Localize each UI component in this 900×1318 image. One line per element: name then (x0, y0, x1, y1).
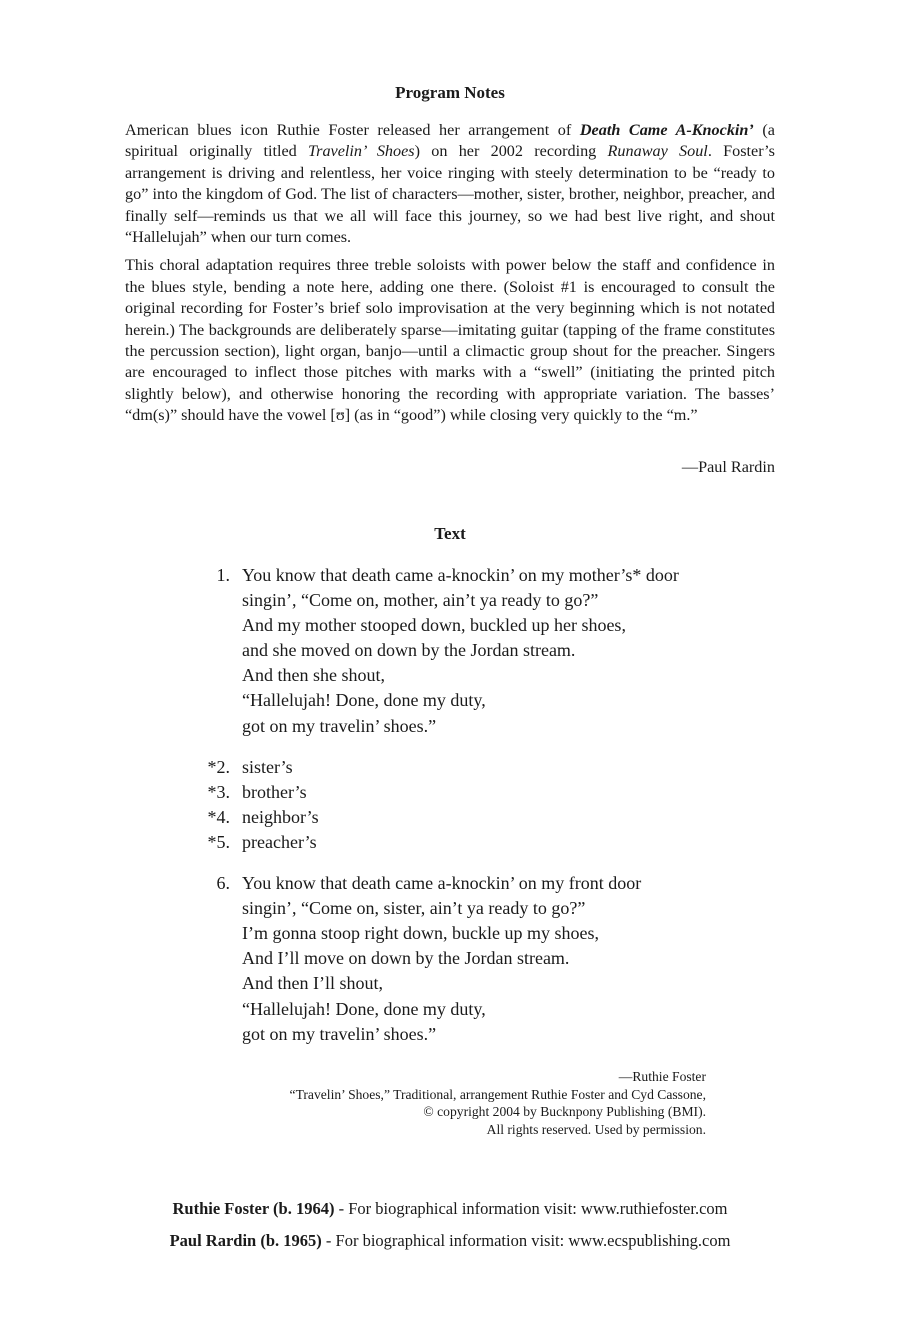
p1-text-2: (a spiritual originally titled (125, 121, 775, 161)
lyric-line: got on my travelin’ shoes.” (242, 1023, 437, 1044)
substitution-word: preacher’s (242, 831, 317, 852)
original-title: Travelin’ Shoes (308, 142, 415, 161)
verse-number: 1. (216, 565, 230, 585)
lyric-line: and she moved on down by the Jordan stream. (242, 640, 576, 661)
lyric-line: singin’, “Come on, sister, ain’t ya ready to go?” (242, 898, 586, 919)
lyric-line: “Hallelujah! Done, done my duty, (242, 690, 486, 711)
verse-1 (190, 563, 750, 739)
song-title: Death Came A-Knockin’ (579, 121, 754, 139)
substitution-word: sister’s (242, 756, 293, 777)
substitution-4 (190, 805, 750, 830)
verse-number: *5. (207, 831, 230, 852)
credit-arrangement: “Travelin’ Shoes,” Traditional, arrangement Ruthie Foster and Cyd Cassone, (289, 1086, 706, 1102)
lyric-line: And then she shout, (242, 665, 385, 686)
credit-rights: All rights reserved. Used by permission. (486, 1121, 706, 1137)
album-title: Runaway Soul (607, 142, 708, 161)
p1-text-4: . Foster’s arrangement is driving and relentless, her voice ringing with steely determination to be “ready to go” into the kingdom of God. The list of characters—mother, sister, brother, neighbor, preacher, and finally self—reminds us that we all will face this journey, so we had best live right, and shout “Hallelujah” when our turn comes. (125, 142, 775, 247)
lyric-line: And I’ll move on down by the Jordan stream. (242, 948, 570, 969)
substitution-2 (190, 755, 750, 780)
lyric-line: You know that death came a-knockin’ on my front door (242, 873, 642, 894)
verse-number: *3. (207, 781, 230, 802)
p1-text-3: ) on her 2002 recording (414, 142, 608, 161)
substitution-5 (190, 830, 750, 855)
bio-ruthie-foster (0, 1199, 900, 1219)
lyric-line: got on my travelin’ shoes.” (242, 715, 437, 736)
copyright-credits (206, 1068, 706, 1138)
credit-author: —Ruthie Foster (618, 1069, 706, 1084)
bio-name: Paul Rardin (b. 1965) (169, 1231, 322, 1250)
lyric-line: I’m gonna stoop right down, buckle up my shoes, (242, 923, 599, 944)
bio-info: - For biographical information visit: www.ecspublishing.com (321, 1231, 731, 1250)
verse-lines (242, 871, 750, 1047)
verse-number: *4. (207, 806, 230, 827)
lyric-line: And my mother stooped down, buckled up her shoes, (242, 615, 626, 636)
program-notes-paragraph-1 (125, 120, 775, 248)
substitution-word: neighbor’s (242, 806, 319, 827)
notes-signature: —Paul Rardin (681, 458, 775, 476)
verse-number: 6. (216, 873, 230, 894)
bio-info: - For biographical information visit: www.ruthiefoster.com (334, 1199, 728, 1218)
lyric-line: You know that death came a-knockin’ on my mother’s* door (242, 565, 679, 585)
program-notes-body (125, 120, 775, 427)
p1-text-1: American blues icon Ruthie Foster released her arrangement of (125, 121, 580, 139)
lyric-line: And then I’ll shout, (242, 973, 383, 994)
program-notes-paragraph-2: This choral adaptation requires three treble soloists with power below the staff and confidence in the blues style, bending a note here, adding one there. (Soloist #1 is encouraged to consult the original recording for Foster’s brief solo improvisation at the very beginning which is not notated herein.) The backgrounds are deliberately sparse—imitating guitar (tapping of the frame constitutes the percussion section), light organ, banjo—until a climactic group shout for the preacher. Singers are encouraged to inflect those pitches with marks with a “swell” (initiating the printed pitch slightly below), and otherwise honoring the recording with appropriate variation. The basses’ “dm(s)” should have the vowel [ʊ] (as in “good”) while closing very quickly to the “m.” (125, 256, 775, 425)
verse-lines (242, 563, 750, 739)
credit-copyright: © copyright 2004 by Bucknpony Publishing (BMI). (423, 1104, 706, 1119)
program-notes-heading: Program Notes (395, 83, 505, 102)
bio-name: Ruthie Foster (b. 1964) (172, 1199, 335, 1218)
lyric-line: singin’, “Come on, mother, ain’t ya ready to go?” (242, 590, 599, 611)
bio-paul-rardin (0, 1231, 900, 1251)
lyrics-block (190, 563, 750, 1047)
verse-number: *2. (207, 756, 230, 777)
text-heading: Text (434, 524, 466, 543)
verse-6 (190, 871, 750, 1047)
substitution-word: brother’s (242, 781, 307, 802)
lyric-line: “Hallelujah! Done, done my duty, (242, 998, 486, 1019)
substitution-3 (190, 780, 750, 805)
